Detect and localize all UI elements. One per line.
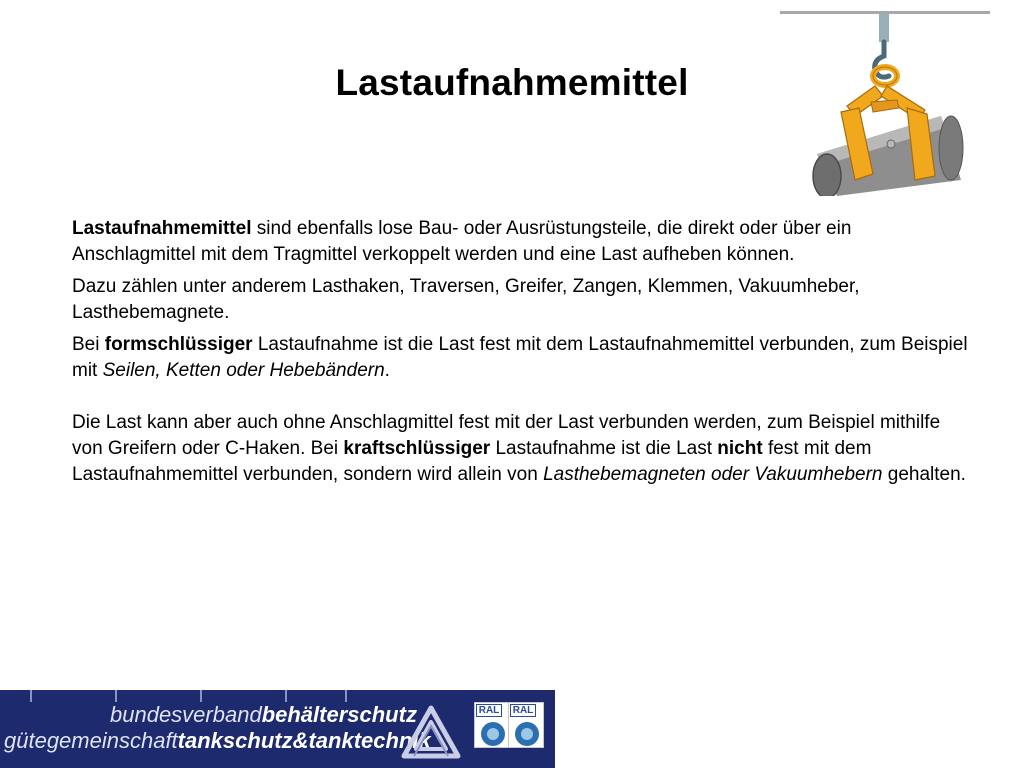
- crane-clamp-illustration: [775, 4, 995, 196]
- paragraph-kraftschluessig: Die Last kann aber auch ohne Anschlagmittel fest mit der Last verbunden werden, zum Beispiel mithilfe von Greifern oder C-Haken. Bei kraftschlüssiger Lastaufnahme ist die Last nicht fest mit dem Lastaufnahmemittel verbunden, sondern wird allein von Lasthebemagneten oder Vakuumhebern gehalten.: [72, 412, 966, 485]
- ral-seal-icon: [515, 722, 539, 746]
- slide-title: Lastaufnahmemittel: [335, 62, 689, 103]
- footer-stripe: [200, 690, 202, 702]
- footer-banner: [0, 690, 555, 768]
- paragraph-definition: Lastaufnahmemittel sind ebenfalls lose Bau- oder Ausrüstungsteile, die direkt oder über ein Anschlagmittel mit dem Tragmittel verkoppelt werden und eine Last aufheben können.: [72, 218, 852, 265]
- term-kraftschluessiger: kraftschlüssiger: [343, 438, 491, 459]
- ral-badge-icon: RAL: [474, 702, 510, 748]
- term-lastaufnahmemittel: Lastaufnahmemittel: [72, 218, 252, 239]
- footer-stripe: [345, 690, 347, 702]
- term-formschluessiger: formschlüssiger: [104, 334, 253, 355]
- footer-stripe: [30, 690, 32, 702]
- paragraph-formschluessig: Bei formschlüssiger Lastaufnahme ist die Last fest mit dem Lastaufnahmemittel verbunden, zum Beispiel mit Seilen, Ketten oder Hebebändern.: [72, 334, 968, 381]
- ral-badge-icon: RAL: [508, 702, 544, 748]
- term-nicht: nicht: [717, 438, 763, 459]
- footer-bundesverband: bundesverbandbehälterschutz: [110, 702, 417, 727]
- footer-guetegemeinschaft: gütegemeinschafttankschutz&tanktechnik: [4, 728, 431, 753]
- triangle-logo-icon: [400, 704, 462, 762]
- examples-italic: Seilen, Ketten oder Hebebändern: [102, 360, 385, 381]
- paragraph-examples: Dazu zählen unter anderem Lasthaken, Traversen, Greifer, Zangen, Klemmen, Vakuumheber, Lasthebemagnete.: [72, 276, 860, 323]
- body-text: [72, 216, 972, 494]
- ral-seal-icon: [481, 722, 505, 746]
- examples-italic-2: Lasthebemagneten oder Vakuumhebern: [543, 464, 883, 485]
- footer-stripe: [285, 690, 287, 702]
- footer-stripe: [115, 690, 117, 702]
